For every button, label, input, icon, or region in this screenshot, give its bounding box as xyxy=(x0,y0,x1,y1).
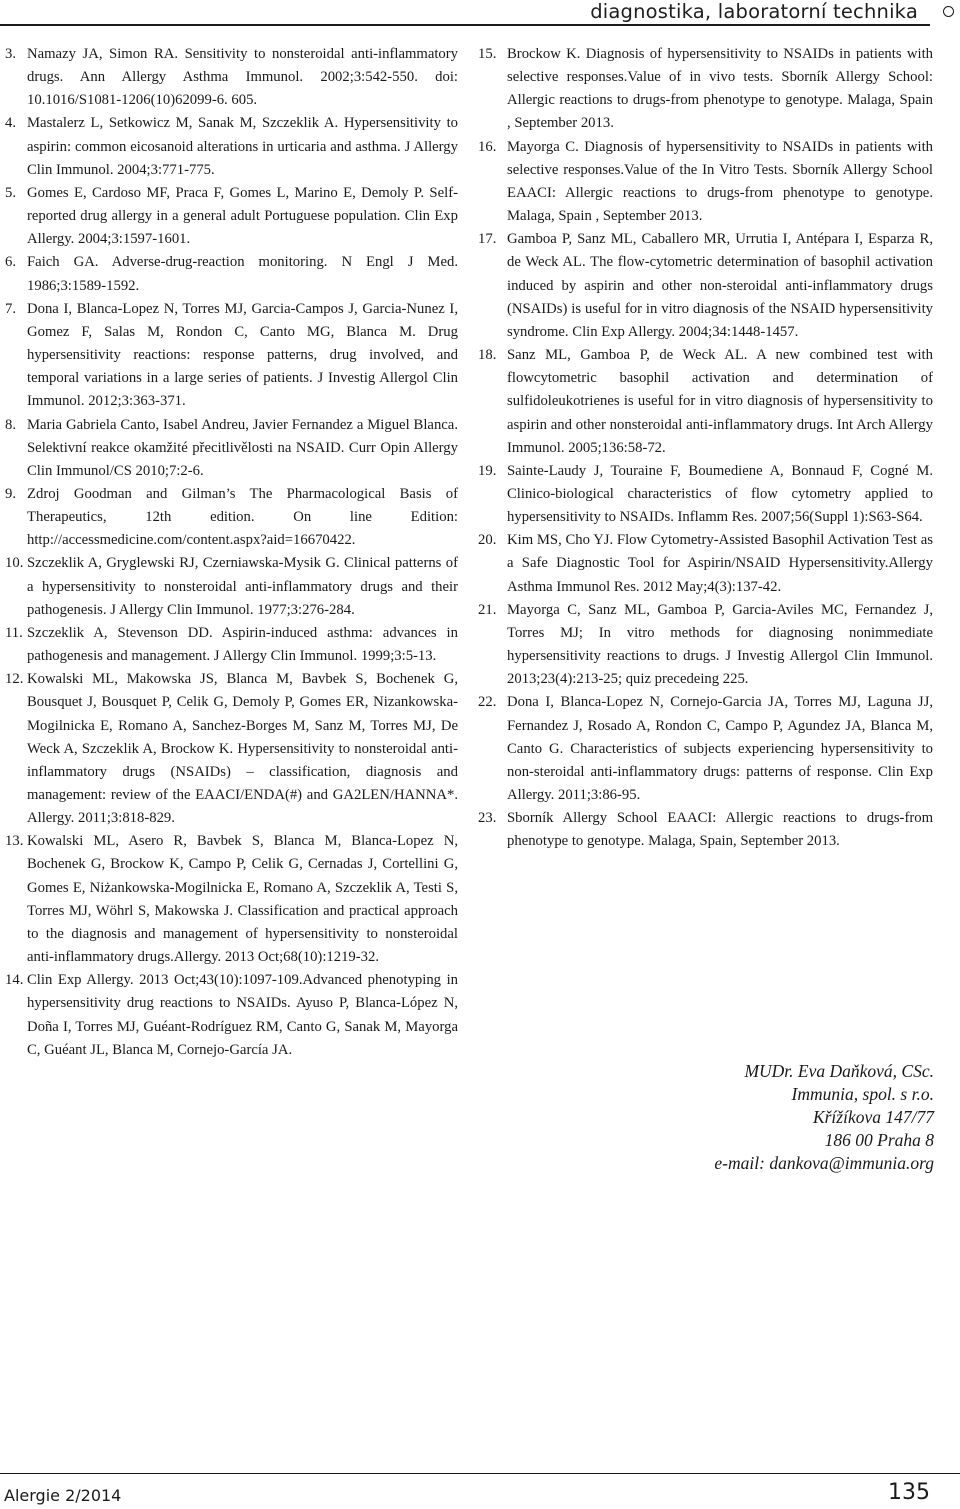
reference-number: 17. xyxy=(478,231,497,248)
reference-text: Sanz ML, Gamboa P, de Weck AL. A new combined test with flowcytometric basophil activation and determination of sulfidoleukotrienes is useful for in vitro diagnosis of hypersensitivity to aspirin and other nonsteroidal anti-inflammatory drugs. Int Arch Allergy Immunol. 2005;136:58-72. xyxy=(507,347,933,456)
reference-text: Sainte-Laudy J, Touraine F, Boumediene A, Bonnaud F, Cogné M. Clinico-biological characteristics of flow cytometry applied to hypersensitivity to NSAIDs. Inflamm Res. 2007;56(Suppl 1):S63-S64. xyxy=(507,462,933,526)
reference-item xyxy=(5,552,458,621)
reference-number: 7. xyxy=(5,300,17,317)
reference-text: Faich GA. Adverse-drug-reaction monitoring. N Engl J Med. 1986;3:1589-1592. xyxy=(27,254,458,294)
reference-text: Mayorga C, Sanz ML, Gamboa P, Garcia-Aviles MC, Fernandez J, Torres MJ; In vitro methods for diagnosing nonimmediate hypersensitivity reactions to drugs. J Investig Allergol Clin Immunol. 2013;23(4):213-25; quiz precedeing 225. xyxy=(507,601,933,688)
reference-number: 13. xyxy=(5,833,24,850)
reference-item xyxy=(5,622,458,668)
reference-text: Sborník Allergy School EAACI: Allergic reactions to drugs-from phenotype to genotype. Malaga, Spain, September 2013. xyxy=(507,810,933,850)
reference-number: 21. xyxy=(478,601,497,618)
reference-text: Clin Exp Allergy. 2013 Oct;43(10):1097-109.Advanced phenotyping in hypersensitivity drug reactions to NSAIDs. Ayuso P, Blanca-López N, Doña I, Torres MJ, Guéant-Rodríguez RM, Canto G, Sanak M, Mayorga C, Guéant JL, Blanca M, Cornejo-García JA. xyxy=(27,972,458,1058)
reference-text: Gamboa P, Sanz ML, Caballero MR, Urrutia I, Antépara I, Esparza R, de Weck AL. The flow-cytometric determination of basophil activation induced by aspirin and other non-steroidal anti-inflammatory drugs (NSAIDs) is useful for in vitro diagnosis of the NSAID hypersensitivity syndrome. Clin Exp Allergy. 2004;34:1448-1457. xyxy=(507,231,933,340)
reference-number: 3. xyxy=(5,46,17,62)
reference-item xyxy=(5,298,458,414)
references-right-column xyxy=(478,43,933,853)
reference-text: Szczeklik A, Gryglewski RJ, Czerniawska-Mysik G. Clinical patterns of a hypersensitivity to nonsteroidal anti-inflammatory drugs and their pathogenesis. J Allergy Clin Immunol. 1977;3:276-284. xyxy=(27,555,458,618)
reference-item xyxy=(5,830,458,969)
reference-item xyxy=(478,691,933,807)
reference-text: Brockow K. Diagnosis of hypersensitivity to NSAIDs in patients with selective responses.Value of in vivo tests. Sborník Allergy School: Allergic reactions to drugs-from phenotype to genotype. Malaga, Spain , September 2013. xyxy=(507,46,933,132)
reference-item xyxy=(5,668,458,830)
reference-number: 10. xyxy=(5,555,24,572)
author-email: e-mail: dankova@immunia.org xyxy=(714,1153,934,1173)
journal-issue: Alergie 2/2014 xyxy=(4,1486,122,1505)
reference-number: 20. xyxy=(478,532,497,549)
reference-item xyxy=(5,251,458,297)
page-number: 135 xyxy=(888,1480,930,1505)
reference-text: Mastalerz L, Setkowicz M, Sanak M, Szczeklik A. Hypersensitivity to aspirin: common eicosanoid alterations in urticaria and asthma. J Allergy Clin Immunol. 2004;3:771-775. xyxy=(27,115,458,178)
references-left-column xyxy=(5,43,458,1062)
author-street: Křížíkova 147/77 xyxy=(812,1107,934,1127)
reference-text: Szczeklik A, Stevenson DD. Aspirin-induced asthma: advances in pathogenesis and management. J Allergy Clin Immunol. 1999;3:5-13. xyxy=(27,624,458,665)
reference-item xyxy=(5,43,458,112)
reference-item xyxy=(478,344,933,460)
reference-text: Kim MS, Cho YJ. Flow Cytometry-Assisted Basophil Activation Test as a Safe Diagnostic Tool for Aspirin/NSAID Hypersensitivity.Allergy Asthma Immunol Res. 2012 May;4(3):137-42. xyxy=(507,532,933,595)
section-title: diagnostika, laboratorní technika xyxy=(590,0,918,23)
reference-item xyxy=(5,969,458,1062)
reference-number: 8. xyxy=(5,416,17,433)
reference-number: 9. xyxy=(5,485,17,502)
reference-item xyxy=(478,136,933,229)
reference-text: Zdroj Goodman and Gilman’s The Pharmacological Basis of Therapeutics, 12th edition. On line Edition: http://accessmedicine.com/content.aspx?aid=16670422. xyxy=(27,485,458,549)
author-city: 186 00 Praha 8 xyxy=(824,1130,934,1150)
reference-number: 11. xyxy=(5,624,23,641)
footer-rule xyxy=(0,1473,960,1474)
author-signature xyxy=(714,1060,934,1175)
reference-text: Dona I, Blanca-Lopez N, Cornejo-Garcia JA, Torres MJ, Laguna JJ, Fernandez J, Rosado A, Rondon C, Campo P, Agundez JA, Blanca M, Canto G. Characteristics of subjects experiencing hypersensitivity to non-steroidal anti-inflammatory drugs: patterns of response. Clin Exp Allergy. 2011;3:86-95. xyxy=(507,694,933,803)
author-name: MUDr. Eva Daňková, CSc. xyxy=(744,1061,934,1081)
reference-number: 12. xyxy=(5,671,24,688)
reference-number: 14. xyxy=(5,972,24,989)
reference-text: Maria Gabriela Canto, Isabel Andreu, Javier Fernandez a Miguel Blanca. Selektivní reakce okamžité přecitlivělosti na NSAID. Curr Opin Allergy Clin Immunol/CS 2010;7:2-6. xyxy=(27,416,458,479)
reference-text: Namazy JA, Simon RA. Sensitivity to nonsteroidal anti-inflammatory drugs. Ann Allergy Asthma Immunol. 2002;3:542-550. doi: 10.1016/S1081-1206(10)62099-6. 605. xyxy=(27,46,458,109)
reference-item xyxy=(478,228,933,344)
reference-item xyxy=(5,112,458,181)
reference-text: Kowalski ML, Asero R, Bavbek S, Blanca M, Blanca-Lopez N, Bochenek G, Brockow K, Campo P, Celik G, Cernadas J, Cortellini G, Gomes E, Niżankowska-Mogilnicka E, Romano A, Szczeklik A, Testi S, Torres MJ, Wöhrl S, Makowska J. Classification and practical approach to the diagnosis and management of hypersensitivity to nonsteroidal anti-inflammatory drugs.Allergy. 2013 Oct;68(10):1219-32. xyxy=(27,833,458,966)
reference-number: 23. xyxy=(478,810,497,827)
reference-number: 4. xyxy=(5,115,17,132)
reference-item xyxy=(478,529,933,598)
reference-number: 15. xyxy=(478,46,497,62)
reference-item xyxy=(478,599,933,692)
reference-text: Dona I, Blanca-Lopez N, Torres MJ, Garcia-Campos J, Garcia-Nunez I, Gomez F, Salas M, Rondon C, Canto MG, Blanca M. Drug hypersensitivity reactions: response patterns, drug involved, and temporal variations in a large series of patients. J Investig Allergol Clin Immunol. 2012;3:363-371. xyxy=(27,300,458,410)
reference-item xyxy=(5,182,458,251)
header-circle-ornament xyxy=(943,6,954,17)
reference-text: Kowalski ML, Makowska JS, Blanca M, Bavbek S, Bochenek G, Bousquet J, Bousquet P, Celik G, Demoly P, Gomes ER, Nizankowska-Mogilnicka E, Romano A, Sanchez-Borges M, Sanz M, Torres MJ, De Weck A, Szczeklik A, Brockow K. Hypersensitivity to nonsteroidal anti-inflammatory drugs (NSAIDs) – classification, diagnosis and management: review of the EAACI/ENDA(#) and GA2LEN/HANNA*. Allergy. 2011;3:818-829. xyxy=(27,671,458,827)
reference-item xyxy=(478,460,933,529)
reference-item xyxy=(478,43,933,136)
reference-text: Mayorga C. Diagnosis of hypersensitivity to NSAIDs in patients with selective responses.Value of the In Vitro Tests. Sborník Allergy School EAACI: Allergic reactions to drugs-from phenotype to genotype. Malaga, Spain , September 2013. xyxy=(507,138,933,225)
header-rule xyxy=(0,24,930,26)
reference-item xyxy=(478,807,933,853)
reference-number: 16. xyxy=(478,138,497,155)
reference-number: 6. xyxy=(5,254,17,271)
reference-number: 5. xyxy=(5,184,17,201)
author-company: Immunia, spol. s r.o. xyxy=(791,1084,934,1104)
reference-item xyxy=(5,483,458,552)
reference-number: 22. xyxy=(478,694,497,711)
reference-number: 18. xyxy=(478,347,497,364)
reference-number: 19. xyxy=(478,462,497,479)
reference-text: Gomes E, Cardoso MF, Praca F, Gomes L, Marino E, Demoly P. Self-reported drug allergy in a general adult Portuguese population. Clin Exp Allergy. 2004;3:1597-1601. xyxy=(27,184,458,248)
reference-item xyxy=(5,414,458,483)
